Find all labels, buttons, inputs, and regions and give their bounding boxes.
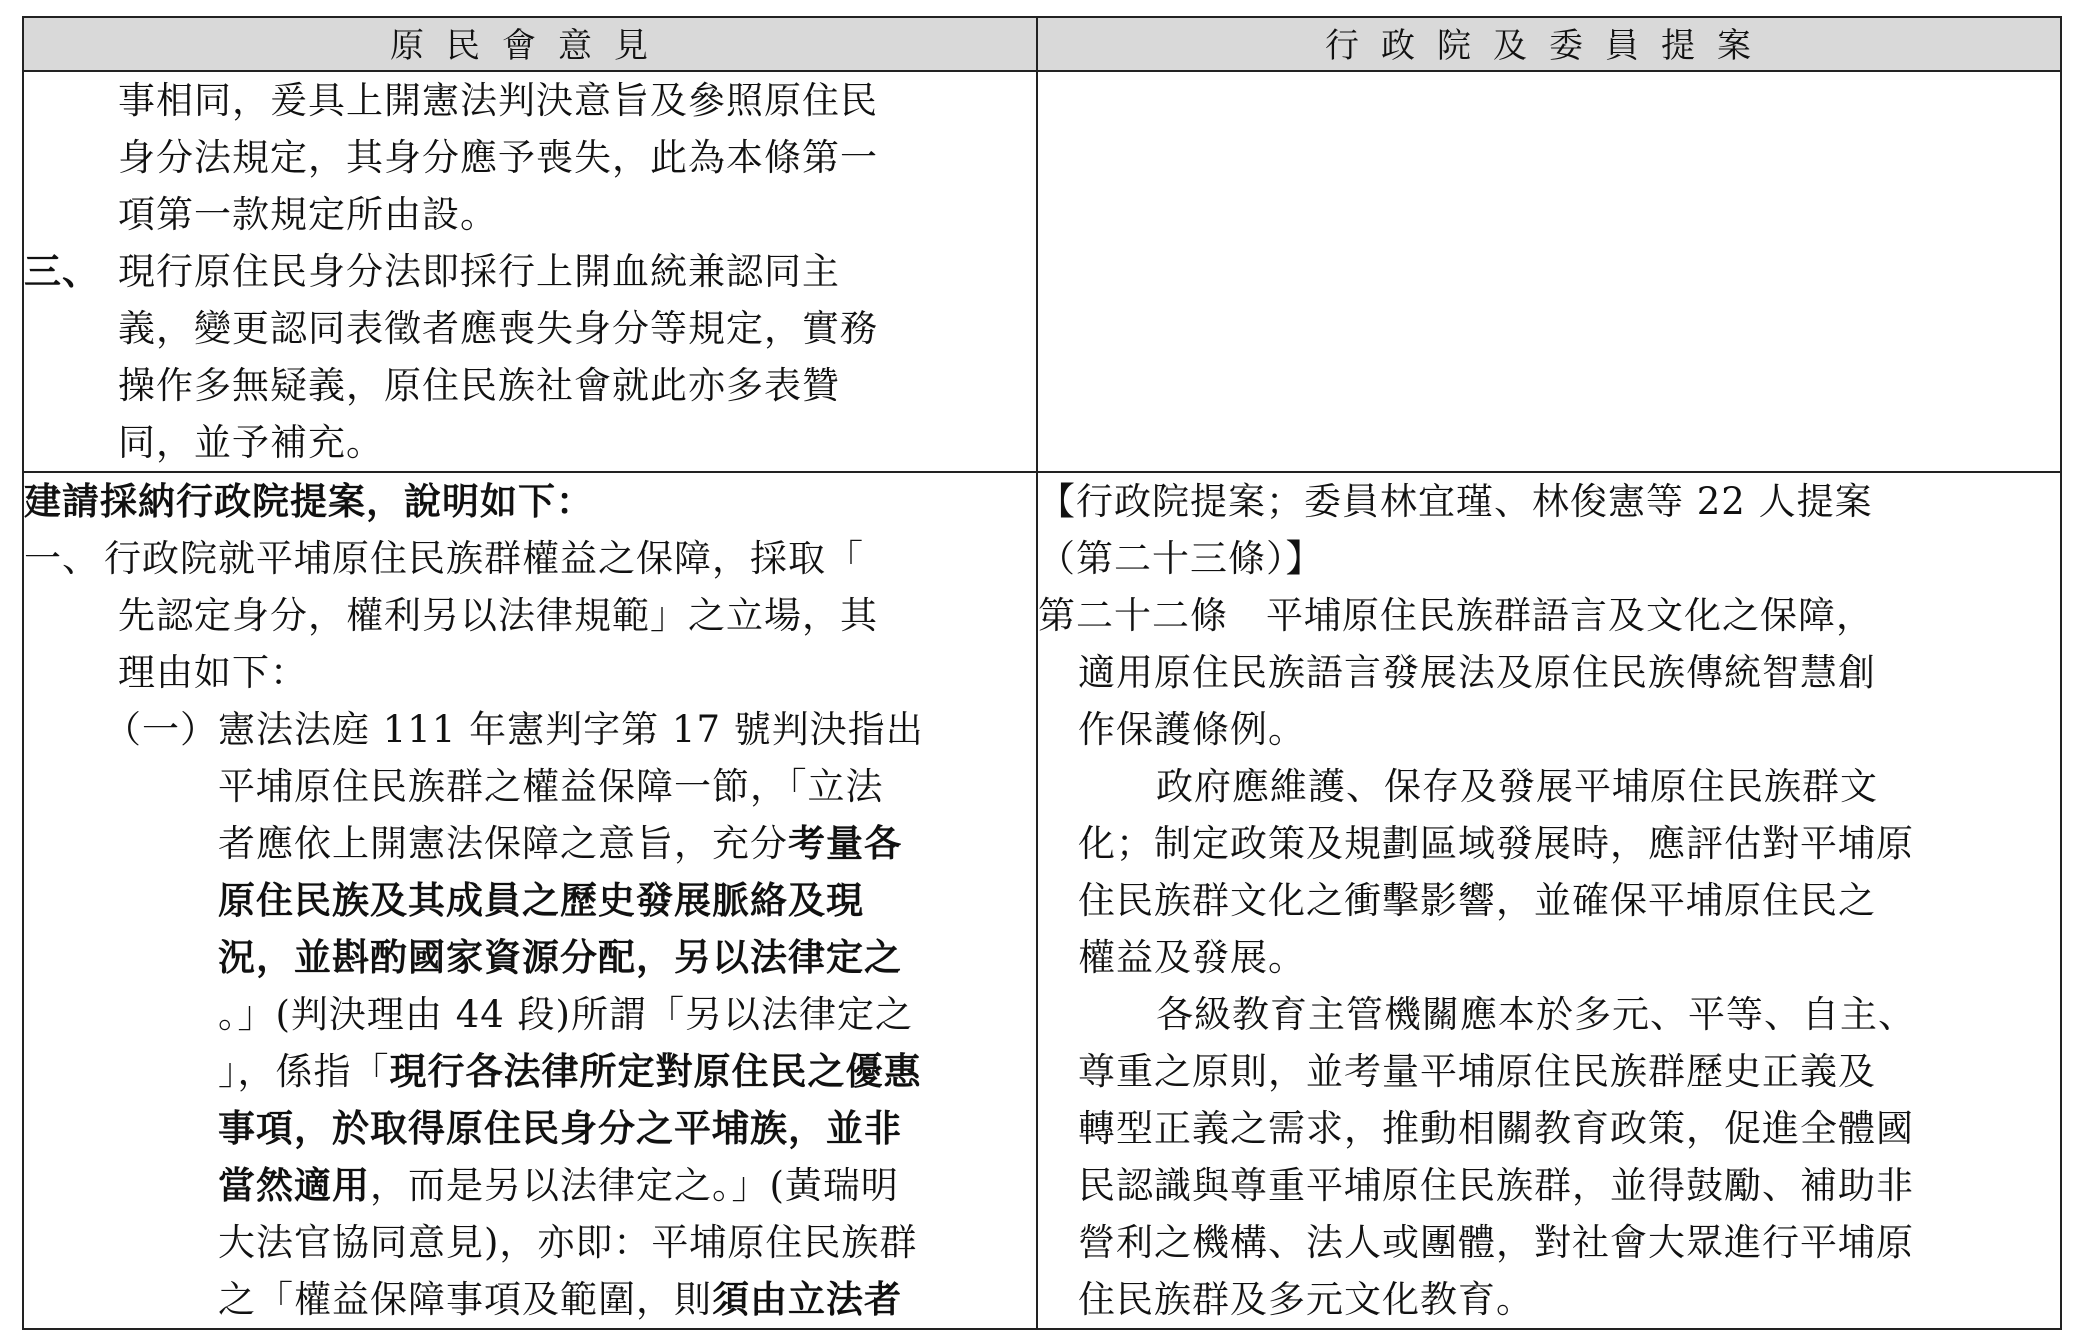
text-run: 」，係指「 xyxy=(218,1050,390,1093)
article-paragraph-line: 尊重之原則，並考量平埔原住民族群歷史正義及 xyxy=(1078,1050,1876,1093)
sub-item-line: 平埔原住民族群之權益保障一節，「立法 xyxy=(218,765,884,808)
list-item-line: 義，變更認同表徵者應喪失身分等規定，實務 xyxy=(118,307,878,350)
sub-item-line: 原住民族及其成員之歷史發展脈絡及現 xyxy=(218,878,864,922)
sub-item-line: 大法官協同意見)，亦即：平埔原住民族群 xyxy=(218,1221,918,1264)
article-paragraph-line: 民認識與尊重平埔原住民族群，並得鼓勵、補助非 xyxy=(1078,1164,1914,1207)
article-line: 作保護條例。 xyxy=(1078,708,1306,751)
article-paragraph-line: 化；制定政策及規劃區域發展時，應評估對平埔原 xyxy=(1078,822,1914,865)
article-paragraph-line: 權益及發展。 xyxy=(1078,936,1306,979)
section-heading: 建請採納行政院提案，說明如下： xyxy=(24,479,594,523)
comparison-table xyxy=(22,16,2062,1330)
list-item-3 xyxy=(24,243,1036,471)
article-line: 適用原住民族語言發展法及原住民族傳統智慧創 xyxy=(1078,651,1876,694)
continued-paragraph-line: 事相同，爰具上開憲法判決意旨及參照原住民 xyxy=(118,79,878,122)
text-run: 者應依上開憲法保障之意旨，充分 xyxy=(218,822,788,865)
table-row xyxy=(23,472,2061,1329)
list-item-line: 理由如下： xyxy=(118,651,308,694)
article-line: 第二十二條 平埔原住民族群語言及文化之保障， xyxy=(1038,594,1874,637)
article-paragraph-line: 住民族群文化之衝擊影響，並確保平埔原住民之 xyxy=(1078,879,1876,922)
list-item-label: 一、 xyxy=(24,537,100,580)
article-paragraph-line: 住民族群及多元文化教育。 xyxy=(1078,1278,1534,1321)
article-paragraph-line: 政府應維護、保存及發展平埔原住民族群文 xyxy=(1156,765,1878,808)
sub-item-1 xyxy=(24,701,1036,758)
article-paragraph-line: 各級教育主管機關應本於多元、平等、自主、 xyxy=(1156,993,1916,1036)
continued-paragraph-line: 身分法規定，其身分應予喪失，此為本條第一 xyxy=(118,136,878,179)
sub-item-line: 。」(判決理由 44 段)所謂「另以法律定之 xyxy=(218,993,913,1036)
list-item-line: 同，並予補充。 xyxy=(118,421,384,464)
list-item-line: 操作多無疑義，原住民族社會就此亦多表贊 xyxy=(118,364,840,407)
bold-text-run: 考量各 xyxy=(788,821,902,865)
text-run: 之「權益保障事項及範圍，則 xyxy=(218,1278,712,1321)
bold-text-run: 須由立法者 xyxy=(712,1277,902,1321)
sub-item-line: 事項，於取得原住民身分之平埔族，並非 xyxy=(218,1106,902,1150)
sub-item-line xyxy=(24,1271,1036,1328)
sub-item-line xyxy=(24,815,1036,872)
bold-text-run: 當然適用 xyxy=(218,1163,370,1207)
article-paragraph-line: 營利之機構、法人或團體，對社會大眾進行平埔原 xyxy=(1078,1221,1914,1264)
list-item-line: 先認定身分，權利另以法律規範」之立場，其 xyxy=(118,594,878,637)
continued-paragraph-line: 項第一款規定所由設。 xyxy=(118,193,498,236)
article-paragraph-line: 轉型正義之需求，推動相關教育政策，促進全體國 xyxy=(1078,1107,1914,1150)
list-item-label: 三、 xyxy=(24,249,100,293)
row1-left-cell xyxy=(23,71,1037,472)
sub-item-line: 況，並斟酌國家資源分配，另以法律定之 xyxy=(218,935,902,979)
list-item-1 xyxy=(24,530,1036,587)
proposal-tag-line: 【行政院提案；委員林宜瑾、林俊憲等 22 人提案 xyxy=(1038,480,1873,523)
header-left: 原民會意見 xyxy=(23,17,1037,71)
table-row xyxy=(23,71,2061,472)
row2-left-cell xyxy=(23,472,1037,1329)
sub-item-label: （一） xyxy=(104,708,218,751)
text-run: ，而是另以法律定之。」(黃瑞明 xyxy=(370,1164,899,1207)
list-item-line: 行政院就平埔原住民族群權益之保障，採取「 xyxy=(104,537,864,580)
sub-item-line: 憲法法庭 111 年憲判字第 17 號判決指出 xyxy=(218,708,924,751)
proposal-tag-line: （第二十三條）】 xyxy=(1038,537,1324,580)
header-right: 行政院及委員提案 xyxy=(1037,17,2061,71)
list-item-line: 現行原住民身分法即採行上開血統兼認同主 xyxy=(118,250,840,293)
sub-item-line xyxy=(24,1157,1036,1214)
row2-right-cell xyxy=(1037,472,2061,1329)
header-row xyxy=(23,17,2061,71)
row1-right-cell xyxy=(1037,71,2061,472)
sub-item-line xyxy=(24,1043,1036,1100)
bold-text-run: 現行各法律所定對原住民之優惠 xyxy=(389,1049,922,1093)
